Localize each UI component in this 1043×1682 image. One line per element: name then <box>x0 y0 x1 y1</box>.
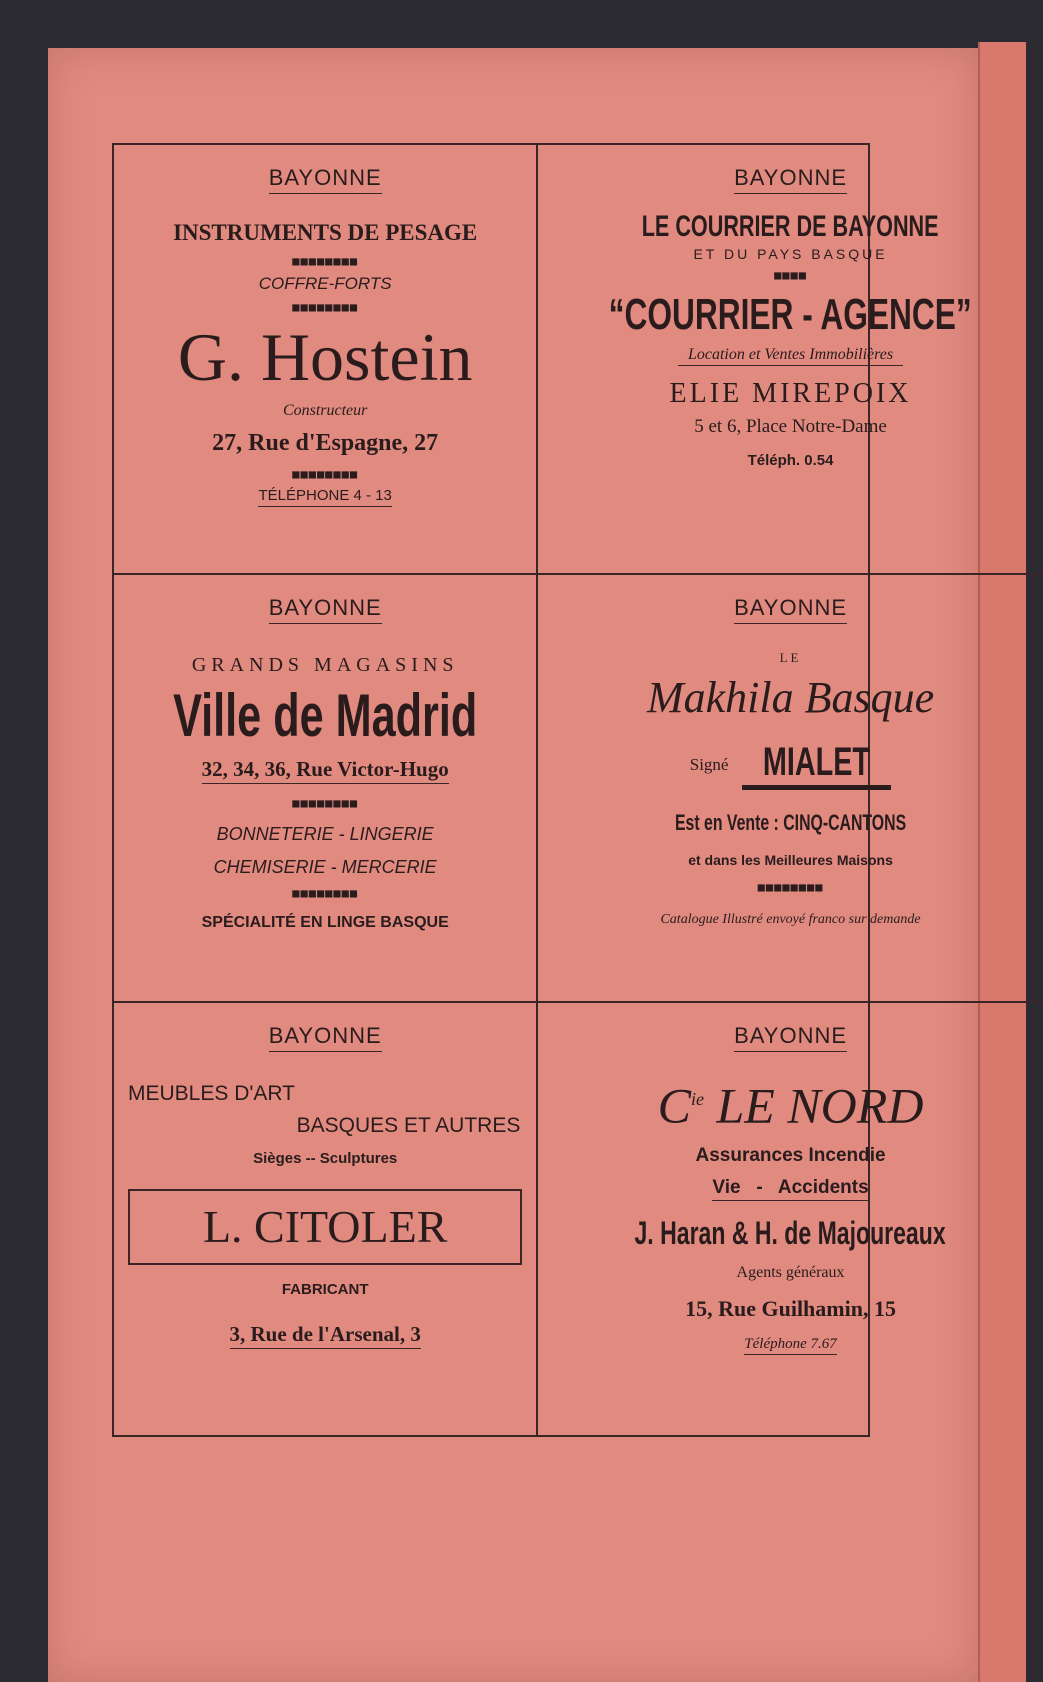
dots-divider: ■■■■■■■■ <box>757 880 824 894</box>
madrid-name: Ville de Madrid <box>173 682 478 749</box>
dots-divider: ■■■■■■■■ <box>292 300 359 314</box>
dots-divider: ■■■■ <box>774 268 807 282</box>
makhila-maker: MIALET <box>763 740 871 784</box>
citoler-line2: BASQUES ET AUTRES <box>296 1114 521 1137</box>
city-label: BAYONNE <box>734 1023 847 1052</box>
dots-divider: ■■■■■■■■ <box>292 886 359 900</box>
nord-line2: Vie - Accidents <box>712 1177 868 1201</box>
hostein-address: 27, Rue d'Espagne, 27 <box>212 430 439 456</box>
nord-line1: Assurances Incendie <box>695 1144 886 1166</box>
city-label: BAYONNE <box>269 595 382 624</box>
makhila-le: LE <box>779 650 802 665</box>
citoler-line1: MEUBLES D'ART <box>128 1082 295 1105</box>
city-label: BAYONNE <box>269 1023 382 1052</box>
ad-makhila-basque <box>538 575 1042 1003</box>
citoler-name-frame <box>128 1189 522 1265</box>
hostein-line1: INSTRUMENTS DE PESAGE <box>173 220 478 245</box>
hostein-phone: TÉLÉPHONE 4 - 13 <box>258 487 391 507</box>
citoler-address: 3, Rue de l'Arsenal, 3 <box>230 1322 421 1349</box>
madrid-specialty: SPÉCIALITÉ EN LINGE BASQUE <box>201 914 449 931</box>
ad-hostein <box>114 145 538 575</box>
madrid-address: 32, 34, 36, Rue Victor-Hugo <box>202 757 449 784</box>
courrier-services: Location et Ventes Immobilières <box>678 346 903 366</box>
hostein-name: G. Hostein <box>177 319 473 395</box>
citoler-role: FABRICANT <box>281 1281 369 1298</box>
ad-courrier <box>538 145 1042 575</box>
makhila-signed: Signé <box>689 755 729 774</box>
ad-le-nord <box>538 1003 1042 1435</box>
hostein-role: Constructeur <box>282 402 368 419</box>
courrier-name: ELIE MIREPOIX <box>669 378 912 409</box>
courrier-title: LE COURRIER DE BAYONNE <box>642 210 939 243</box>
makhila-catalogue: Catalogue Illustré envoyé franco sur demande <box>660 912 921 927</box>
makhila-sale: Est en Vente : CINQ-CANTONS <box>674 810 907 835</box>
hostein-line2: COFFRE-FORTS <box>258 274 392 293</box>
nord-name-prefix: C <box>657 1077 691 1134</box>
nord-phone: Téléphone 7.67 <box>744 1336 836 1355</box>
courrier-subtitle: ET DU PAYS BASQUE <box>693 246 888 262</box>
citoler-name: L. CITOLER <box>202 1201 448 1252</box>
courrier-phone: Téléph. 0.54 <box>747 452 834 469</box>
madrid-line3: CHEMISERIE - MERCERIE <box>213 857 437 877</box>
citoler-line3: Sièges -- Sculptures <box>253 1150 398 1167</box>
dots-divider: ■■■■■■■■ <box>292 467 359 481</box>
madrid-line1: GRANDS MAGASINS <box>191 654 459 676</box>
city-label: BAYONNE <box>734 165 847 194</box>
nord-role: Agents généraux <box>736 1263 845 1281</box>
city-label: BAYONNE <box>734 595 847 624</box>
city-label: BAYONNE <box>269 165 382 194</box>
madrid-line2: BONNETERIE - LINGERIE <box>216 824 434 844</box>
nord-name: LE NORD <box>716 1077 924 1134</box>
ad-ville-de-madrid <box>114 575 538 1003</box>
nord-address: 15, Rue Guilhamin, 15 <box>685 1295 896 1321</box>
advertisement-grid <box>112 143 973 1437</box>
courrier-agency: “COURRIER - AGENCE” <box>608 290 973 339</box>
nord-name-sup: ie <box>690 1089 704 1109</box>
dots-divider: ■■■■■■■■ <box>292 796 359 810</box>
courrier-address: 5 et 6, Place Notre-Dame <box>694 416 887 437</box>
nord-agents: J. Haran & H. de Majoureaux <box>634 1214 947 1251</box>
ad-citoler <box>114 1003 538 1435</box>
makhila-name: Makhila Basque <box>646 673 935 722</box>
dots-divider: ■■■■■■■■ <box>292 254 359 268</box>
makhila-shops: et dans les Meilleures Maisons <box>688 852 893 868</box>
